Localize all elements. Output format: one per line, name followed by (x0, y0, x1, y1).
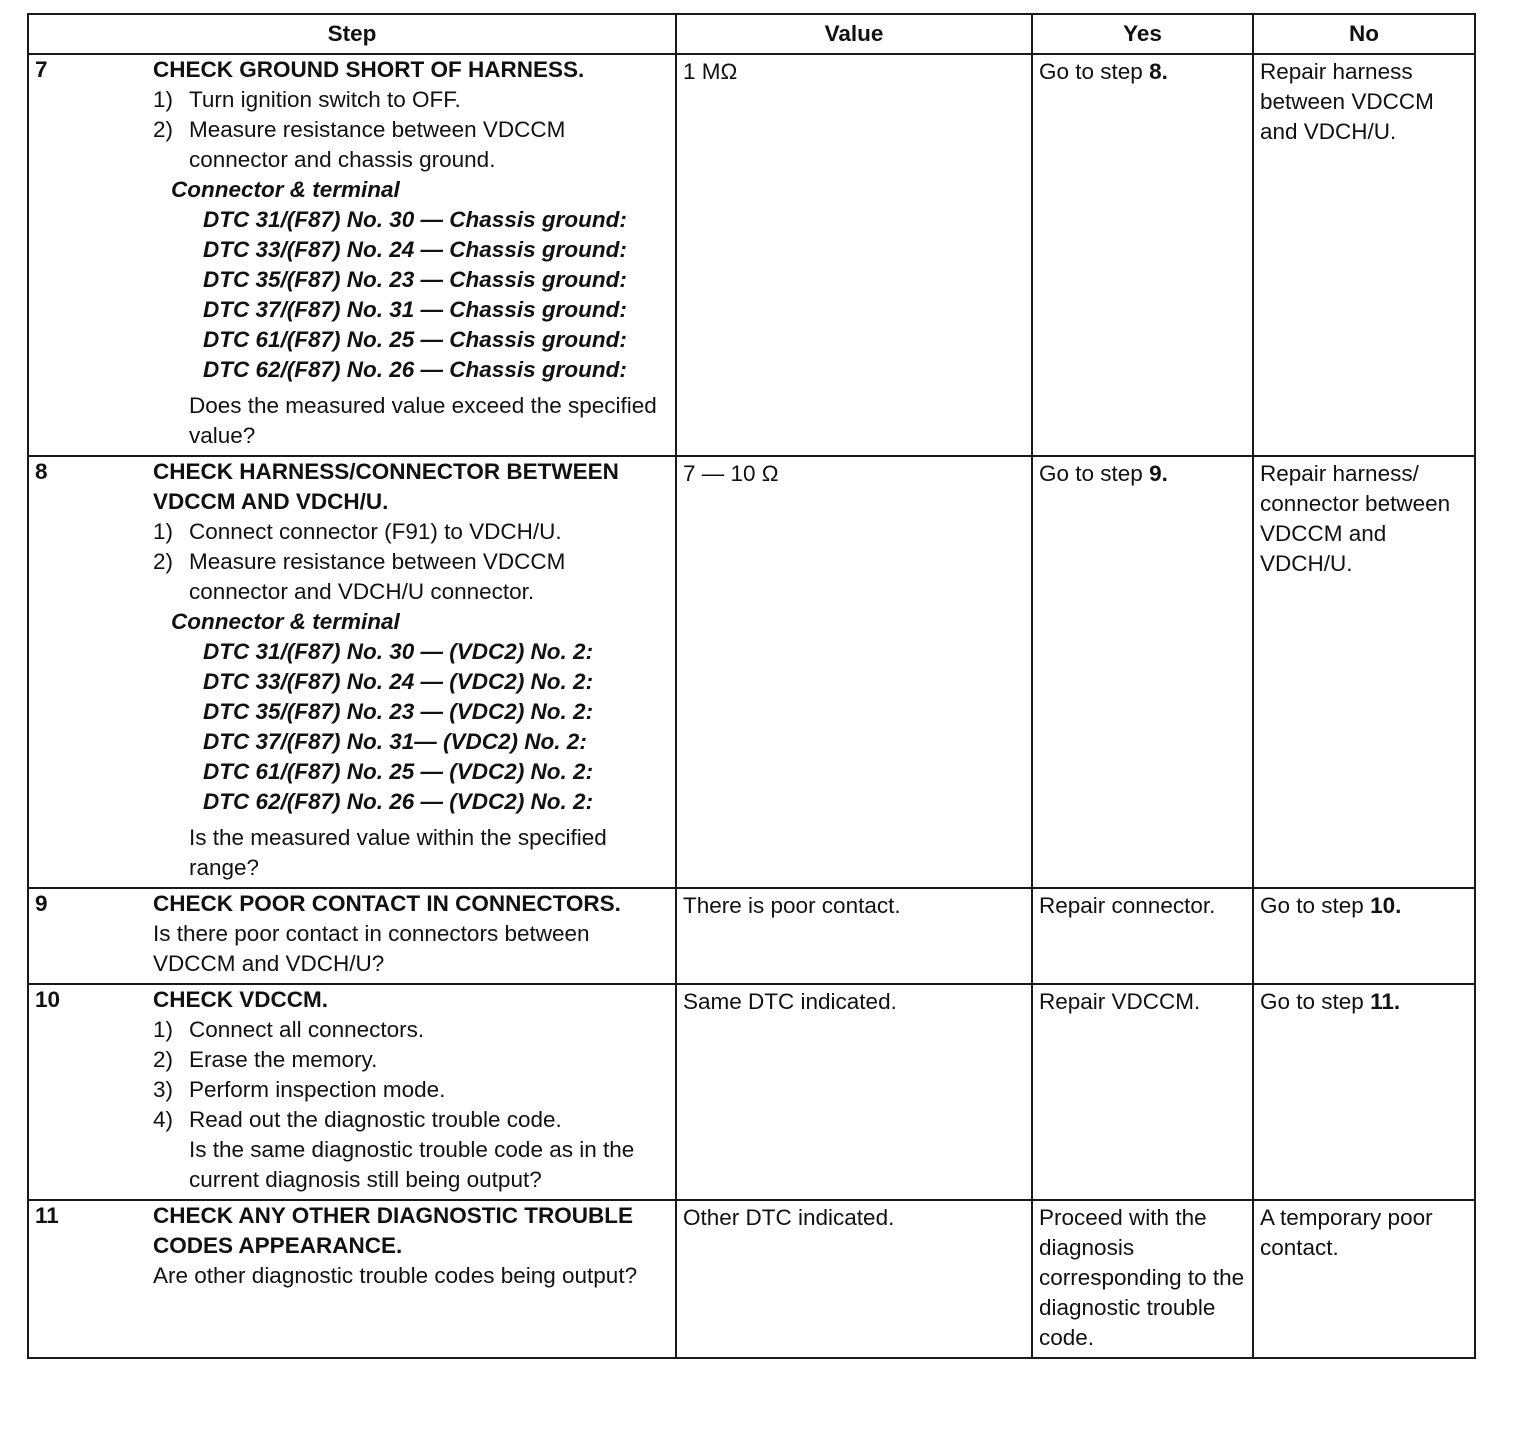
header-row (28, 14, 1475, 54)
dtc-line: DTC 31/(F87) No. 30 — Chassis ground: (203, 207, 627, 232)
step-question: Are other diagnostic trouble codes being output? (153, 1263, 638, 1288)
step-title: CHECK ANY OTHER DIAGNOSTIC TROUBLE CODES APPEARANCE. (153, 1203, 634, 1258)
yes-cell (1032, 456, 1253, 888)
step-number: 8 (35, 459, 48, 484)
substep-number: 1) (153, 87, 174, 112)
no-text: Go to step (1260, 893, 1371, 918)
step-cell (28, 1200, 676, 1358)
no-cell: Repair harness between VDCCM and VDCH/U. (1253, 54, 1475, 456)
step-title: CHECK GROUND SHORT OF HARNESS. (153, 57, 585, 82)
step-cell (28, 984, 676, 1200)
yes-cell: Proceed with the diagnosis corresponding to the diagnostic trouble code. (1032, 1200, 1253, 1358)
step-number: 10 (35, 987, 61, 1012)
yes-step-ref: 9. (1149, 461, 1168, 486)
dtc-line: DTC 35/(F87) No. 23 — Chassis ground: (203, 267, 627, 292)
substep-text: Turn ignition switch to OFF. (189, 87, 461, 112)
dtc-line: DTC 37/(F87) No. 31— (VDC2) No. 2: (203, 729, 587, 754)
step-title: CHECK POOR CONTACT IN CONNECTORS. (153, 891, 621, 916)
no-cell: Repair harness/ connector between VDCCM and VDCH/U. (1253, 456, 1475, 888)
dtc-line: DTC 33/(F87) No. 24 — (VDC2) No. 2: (203, 669, 594, 694)
dtc-line: DTC 35/(F87) No. 23 — (VDC2) No. 2: (203, 699, 594, 724)
connector-label: Connector & terminal (171, 177, 400, 202)
no-cell: A temporary poor contact. (1253, 1200, 1475, 1358)
table-row (28, 456, 1475, 888)
header-yes: Yes (1032, 14, 1253, 54)
substep-text: Perform inspection mode. (189, 1077, 446, 1102)
step-cell (28, 456, 676, 888)
step-cell (28, 888, 676, 984)
no-step-ref: 10. (1370, 893, 1402, 918)
table-row (28, 984, 1475, 1200)
no-cell (1253, 888, 1475, 984)
header-no: No (1253, 14, 1475, 54)
yes-cell: Repair connector. (1032, 888, 1253, 984)
no-text: Go to step (1260, 989, 1371, 1014)
substep-number: 1) (153, 519, 174, 544)
diagnostic-table (27, 13, 1476, 1359)
table-row (28, 1200, 1475, 1358)
dtc-line: DTC 62/(F87) No. 26 — (VDC2) No. 2: (203, 789, 594, 814)
substep-number: 2) (153, 549, 174, 574)
step-question: Is there poor contact in connectors between VDCCM and VDCH/U? (153, 921, 590, 976)
table-row (28, 54, 1475, 456)
dtc-line: DTC 31/(F87) No. 30 — (VDC2) No. 2: (203, 639, 594, 664)
step-number: 11 (35, 1203, 59, 1228)
step-number: 7 (35, 57, 48, 82)
connector-label: Connector & terminal (171, 609, 400, 634)
value-cell: 1 MΩ (676, 54, 1032, 456)
value-cell: Same DTC indicated. (676, 984, 1032, 1200)
substep-number: 3) (153, 1077, 174, 1102)
value-cell: Other DTC indicated. (676, 1200, 1032, 1358)
dtc-line: DTC 61/(F87) No. 25 — (VDC2) No. 2: (203, 759, 594, 784)
substep-text: Connect all connectors. (189, 1017, 425, 1042)
substep-number: 1) (153, 1017, 174, 1042)
dtc-line: DTC 37/(F87) No. 31 — Chassis ground: (203, 297, 627, 322)
header-value: Value (676, 14, 1032, 54)
substep-text: Read out the diagnostic trouble code. (189, 1107, 562, 1132)
step-question: Does the measured value exceed the specified value? (189, 393, 657, 448)
substep-text: Erase the memory. (189, 1047, 378, 1072)
dtc-line: DTC 62/(F87) No. 26 — Chassis ground: (203, 357, 627, 382)
no-cell (1253, 984, 1475, 1200)
step-title: CHECK HARNESS/CONNECTOR BETWEEN VDCCM AND VDCH/U. (153, 459, 619, 514)
substep-text: Measure resistance between VDCCM connector and chassis ground. (189, 117, 566, 172)
substep-text: Connect connector (F91) to VDCH/U. (189, 519, 562, 544)
dtc-line: DTC 61/(F87) No. 25 — Chassis ground: (203, 327, 627, 352)
step-cell (28, 54, 676, 456)
dtc-line: DTC 33/(F87) No. 24 — Chassis ground: (203, 237, 627, 262)
yes-step-ref: 8. (1149, 59, 1168, 84)
yes-cell: Repair VDCCM. (1032, 984, 1253, 1200)
yes-cell (1032, 54, 1253, 456)
no-step-ref: 11. (1370, 989, 1401, 1014)
table-row (28, 888, 1475, 984)
header-step: Step (28, 14, 676, 54)
yes-text: Go to step (1039, 461, 1150, 486)
substep-number: 4) (153, 1107, 174, 1132)
step-title: CHECK VDCCM. (153, 987, 329, 1012)
substep-text: Measure resistance between VDCCM connector and VDCH/U connector. (189, 549, 566, 604)
value-cell: There is poor contact. (676, 888, 1032, 984)
substep-number: 2) (153, 117, 174, 142)
step-number: 9 (35, 891, 48, 916)
step-question: Is the same diagnostic trouble code as in the current diagnosis still being output? (189, 1137, 635, 1192)
step-question: Is the measured value within the specified range? (189, 825, 607, 880)
yes-text: Go to step (1039, 59, 1150, 84)
substep-number: 2) (153, 1047, 174, 1072)
value-cell: 7 — 10 Ω (676, 456, 1032, 888)
